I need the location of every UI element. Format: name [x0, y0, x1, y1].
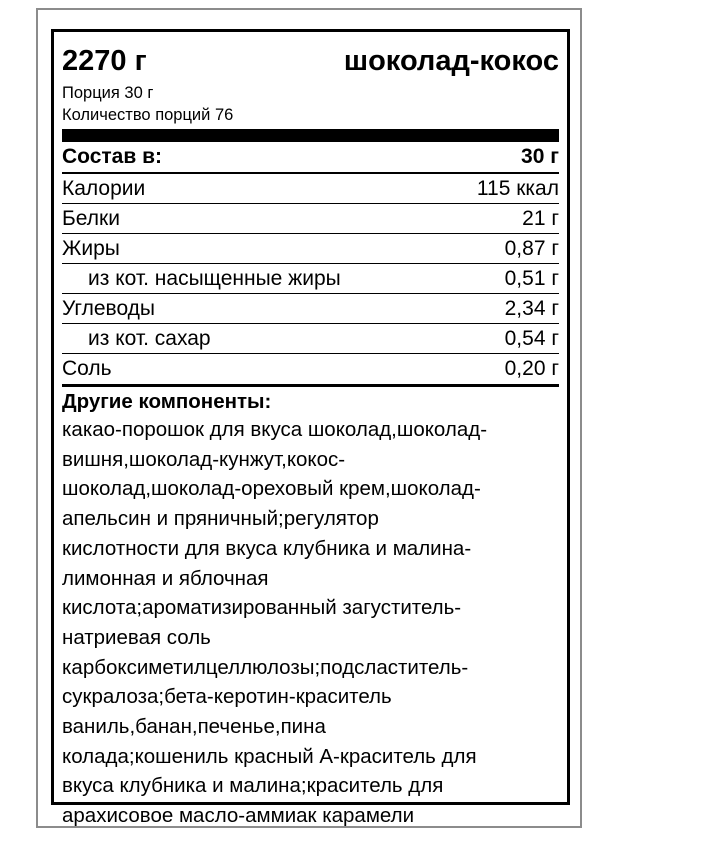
other-components-line: лимонная и яблочная: [62, 566, 269, 590]
nutrient-row-salt: [62, 354, 559, 387]
nutrient-name: Калории: [62, 176, 146, 200]
other-components-line: апельсин и пряничный;регулятор: [62, 507, 379, 531]
other-components-title: Другие компоненты:: [62, 390, 272, 413]
other-components-line: какао-порошок для вкуса шоколад,шоколад-: [62, 418, 488, 441]
other-components-line: натриевая соль: [62, 625, 211, 649]
nutrient-name: Белки: [62, 206, 120, 230]
nutrient-name: Жиры: [62, 236, 120, 260]
flavor-name: шоколад-кокос: [343, 45, 559, 77]
nutrient-row-fat: [62, 234, 559, 264]
other-components-line: вишня,шоколад-кунжут,кокос-: [62, 447, 346, 471]
nutrient-name: Углеводы: [62, 296, 156, 320]
other-components-line: шоколад,шоколад-ореховый крем,шоколад-: [62, 477, 481, 501]
nutrient-name: из кот. сахар: [88, 326, 211, 350]
nutrient-row-sugar: [62, 324, 559, 354]
nutrient-row-saturated-fat: [62, 264, 559, 294]
nutrition-header-row: [62, 142, 559, 174]
nutrient-value: 115 ккал: [476, 176, 559, 200]
label-header: [62, 40, 559, 82]
nutrient-value: 0,54 г: [504, 326, 559, 350]
other-components-line: вкуса клубника и малина;краситель для: [62, 774, 444, 798]
other-components-line: кислота;ароматизированный загуститель-: [62, 596, 462, 620]
nutrient-row-protein: [62, 204, 559, 234]
nutrition-header-label: Состав в:: [62, 145, 163, 168]
other-components-line: карбоксиметилцеллюлозы;подсластитель-: [62, 655, 469, 679]
nutrient-value: 2,34 г: [504, 296, 559, 320]
nutrient-name: из кот. насыщенные жиры: [88, 266, 341, 290]
nutrition-label: [51, 29, 570, 828]
other-components-line: арахисовое масло-аммиак карамели: [62, 804, 415, 828]
nutrient-name: Соль: [62, 357, 112, 380]
nutrition-header-value: 30 г: [521, 145, 559, 168]
nutrient-value: 0,51 г: [504, 266, 559, 290]
thick-divider: [62, 129, 559, 142]
serving-size: Порция 30 г: [62, 84, 154, 102]
servings-count: Количество порций 76: [62, 106, 234, 124]
other-components-line: ваниль,банан,печенье,пина: [62, 715, 326, 739]
other-components-text: [62, 415, 559, 831]
nutrient-row-carbohydrates: [62, 294, 559, 324]
nutrient-value: 21 г: [522, 206, 559, 230]
nutrient-value: 0,87 г: [504, 236, 559, 260]
other-components-line: кислотности для вкуса клубника и малина-: [62, 536, 472, 560]
other-components-line: колада;кошениль красный А-краситель для: [62, 744, 477, 768]
net-weight: 2270 г: [62, 45, 147, 77]
nutrient-row-calories: [62, 174, 559, 204]
nutrient-value: 0,20 г: [504, 357, 559, 380]
other-components-line: сукралоза;бета-керотин-краситель: [62, 685, 392, 709]
